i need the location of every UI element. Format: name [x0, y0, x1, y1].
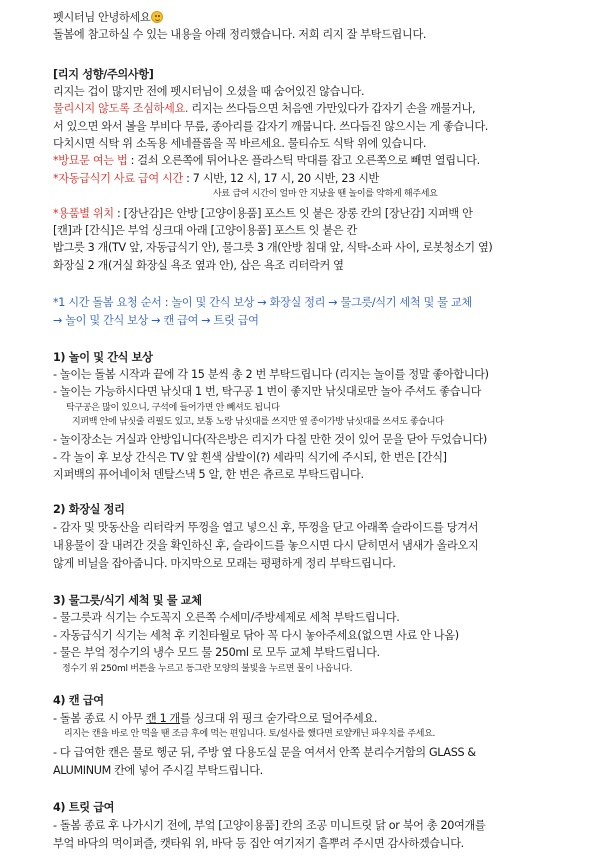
item-location-label: *용품별 위치	[53, 207, 114, 220]
section-4-line-2: - 다 급여한 캔은 물로 헹군 뒤, 주방 옆 다용도실 문을 여셔서 안쪽 분리수거함의 GLASS &	[53, 746, 476, 759]
section-4-line-1	[53, 710, 377, 727]
section-5-title: 4) 트릿 급여	[53, 801, 115, 814]
traits-line-2	[53, 100, 475, 117]
section-1-title: 1) 놀이 및 간식 보상	[53, 351, 153, 364]
traits-line-8: [캔]과 [간식]은 부엌 싱크대 아래 [고양이용품] 포스트 잇 붙은 칸	[53, 224, 357, 237]
smiling-face-icon	[151, 11, 163, 23]
section-2-title: 2) 화장실 정리	[53, 503, 125, 516]
section-1-note-2: 지퍼백 안에 낚싯줄 리필도 있고, 보통 노랑 낚싯대를 쓰지만 옆 종이가방 낚싯대를 쓰셔도 좋습니다	[72, 417, 444, 427]
section-3-title: 3) 물그릇/식기 세척 및 물 교체	[53, 594, 202, 607]
traits-line-1: 리지는 겁이 많지만 전에 펫시터님이 오셨을 때 숨어있진 않습니다.	[53, 85, 365, 98]
traits-line-6	[53, 170, 379, 187]
section-4-line-1-start: - 돌봄 종료 시 아무	[53, 712, 146, 725]
section-4-title: 4) 캔 급여	[53, 694, 104, 707]
section-5-line-2: 부엌 바닥의 먹이퍼즐, 캣타워 위, 바닥 등 집안 여기저기 흩뿌려 주시면 감사하겠습니다.	[53, 837, 464, 850]
traits-line-9: 밥그릇 3 개(TV 앞, 자동급식기 안), 물그릇 3 개(안방 침대 앞, 식탁-소파 사이, 로봇청소기 옆)	[53, 241, 493, 254]
section-1-line-3: - 놀이장소는 거실과 안방입니다(작은방은 리지가 다칠 만한 것이 있어 문을 닫아 두었습니다)	[53, 433, 487, 446]
sequence-line-1: *1 시간 돌봄 요청 순서 : 놀이 및 간식 보상 → 화장실 정리 → 물그릇/식기 세척 및 물 교체	[53, 296, 472, 309]
traits-heading: [리지 성향/주의사항]	[53, 68, 154, 81]
section-1-line-2: - 놀이는 가능하시다면 낚싯대 1 번, 탁구공 1 번이 좋지만 낚싯대로만 놀아 주셔도 좋습니다	[53, 385, 482, 398]
intro-text: 돌봄에 참고하실 수 있는 내용을 아래 정리했습니다. 저희 리지 잘 부탁드립니다.	[53, 28, 427, 41]
traits-line-2-text: 리지는 쓰다듬으면 처음엔 가만있다가 갑자기 손을 깨물거나,	[188, 102, 476, 115]
section-2-line-1: - 감자 및 맛동산을 리터락커 뚜껑을 열고 넣으신 후, 뚜껑을 닫고 아래쪽 슬라이드를 당겨서	[53, 521, 479, 534]
feeder-time-label: *자동급식기 사료 급여 시간	[53, 172, 183, 185]
section-3-line-1: - 물그릇과 식기는 수도꼭지 오른쪽 수세미/주방세제로 세척 부탁드립니다.	[53, 611, 400, 624]
section-2-line-2: 내용물이 잘 내려간 것을 확인하신 후, 슬라이드를 놓으시면 다시 닫히면서 냄새가 올라오지	[53, 539, 479, 552]
section-1-line-1: - 놀이는 돌봄 시작과 끝에 각 15 분씩 총 2 번 부탁드립니다 (리지는 놀이를 정말 좋아합니다)	[53, 368, 489, 381]
traits-line-5	[53, 152, 480, 169]
section-1-line-5: 지퍼백의 퓨어네이처 덴탈스낵 5 알, 한 번은 츄르로 부탁드립니다.	[53, 468, 364, 481]
section-1-note-1: 탁구공은 많이 있으니, 구석에 들어가면 안 빼셔도 됩니다	[66, 403, 280, 413]
traits-line-3: 서 있으면 와서 볼을 부비다 무릎, 종아리를 갑자기 깨뭅니다. 쓰다듬진 않으시는 게 좋습니다.	[53, 120, 489, 133]
item-location-text: : [장난감]은 안방 [고양이용품] 포스트 잇 붙은 장롱 칸의 [장난감] 지퍼백 안	[113, 207, 473, 220]
section-4-line-1-end: 를 싱크대 위 핑크 숟가락으로 덜어주세요.	[180, 712, 378, 725]
door-open-text: : 걸쇠 오른쪽에 튀어나온 플라스틱 막대를 잡고 오른쪽으로 빼면 열립니다.	[127, 154, 480, 167]
section-1-line-4: - 각 놀이 후 보상 간식은 TV 앞 흰색 삼발이(?) 세라믹 식기에 주시되, 한 번은 [간식]	[53, 451, 447, 464]
section-4-note-1: 리지는 캔을 바로 안 먹을 땐 조금 후에 먹는 편입니다. 토/설사를 했다면 로얄캐닌 파우치를 주세요.	[64, 729, 436, 739]
door-open-label: *방묘문 여는 법	[53, 154, 128, 167]
greeting-line	[53, 9, 163, 26]
traits-line-7	[53, 205, 473, 222]
traits-line-4: 다치시면 식탁 위 소독용 세네플롬을 꼭 바르세요. 물티슈도 식탁 위에 있습니다.	[53, 137, 427, 150]
section-4-line-3: ALUMINUM 칸에 넣어 주시길 부탁드립니다.	[53, 764, 263, 777]
bite-warning: 물리시지 않도록 조심하세요.	[53, 102, 189, 115]
sequence-line-2: → 놀이 및 간식 보상 → 캔 급여 → 트릿 급여	[53, 314, 259, 327]
section-2-line-3: 않게 비닐을 잡아줍니다. 마지막으로 모래는 평평하게 정리 부탁드립니다.	[53, 557, 396, 570]
section-5-line-1: - 돌봄 종료 후 나가시기 전에, 부엌 [고양이용품] 칸의 조공 미니트릿 닭 or 북어 총 20여개를	[53, 819, 486, 832]
feeder-note: 사료 급여 시간이 얼마 안 지났을 땐 놀이를 약하게 해주세요	[213, 189, 438, 199]
greeting-text: 펫시터님 안녕하세요	[53, 11, 151, 24]
traits-line-10: 화장실 2 개(거실 화장실 욕조 옆과 안), 삽은 욕조 리터락커 옆	[53, 259, 344, 272]
can-count-emphasis: 캔 1 개	[145, 712, 181, 725]
section-3-line-2: - 자동급식기 식기는 세척 후 키친타월로 닦아 꼭 다시 놓아주세요(없으면 사료 안 나옴)	[53, 629, 459, 642]
section-3-note-1: 정수기 위 250ml 버튼을 누르고 동그란 모양의 불빛을 누르면 물이 나옵니다.	[62, 664, 353, 674]
feeder-time-text: : 7 시반, 12 시, 17 시, 20 시반, 23 시반	[182, 172, 379, 185]
section-3-line-3: - 물은 부엌 정수기의 냉수 모드 물 250ml 로 모두 교체 부탁드립니다.	[53, 646, 380, 659]
